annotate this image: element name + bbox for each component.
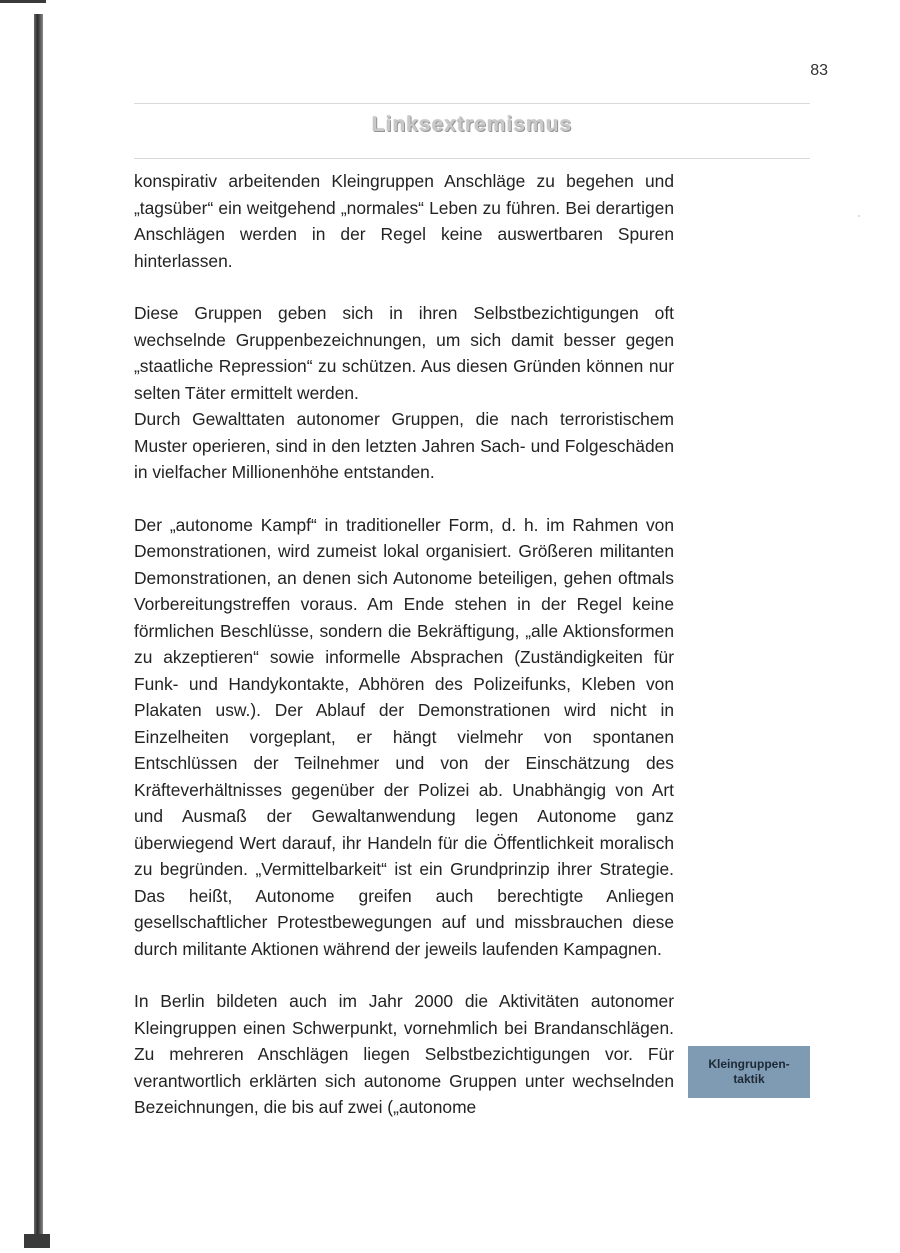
- paragraph: konspirativ arbeitenden Kleingruppen Anschläge zu begehen und „tagsüber“ ein weitgehend „normales“ Leben zu führen. Bei derartigen Anschlägen werden in der Regel keine auswertbaren Spuren hinterlassen.: [134, 171, 674, 271]
- paragraph-gap: [134, 962, 674, 988]
- marginal-note: [688, 1046, 810, 1098]
- paragraph-gap: [134, 274, 674, 300]
- header-rule-top: [134, 103, 810, 104]
- body-text: [134, 168, 674, 1121]
- header-rule-bottom: [134, 158, 810, 159]
- marginal-note-label: Kleingruppentaktik: [708, 1057, 790, 1086]
- running-head: Linksextremismus: [371, 113, 573, 136]
- paragraph-gap: [134, 486, 674, 512]
- paragraph: Der „autonome Kampf“ in traditioneller Form, d. h. im Rahmen von Demonstrationen, wird zumeist lokal organisiert. Größeren militanten Demonstrationen, an denen sich Autonome beteiligen, gehen oftmals Vorbereitungstreffen voraus. Am Ende stehen in der Regel keine förmlichen Beschlüsse, sondern die Bekräftigung, „alle Aktionsformen zu akzeptieren“ sowie informelle Absprachen (Zuständigkeiten für Funk- und Handykontakte, Abhören des Polizeifunks, Kleben von Plakaten usw.). Der Ablauf der Demonstrationen wird nicht in Einzelheiten vorgeplant, er hängt vielmehr von spontanen Entschlüssen der Teilnehmer und von der Einschätzung des Kräfteverhältnisses gegenüber der Polizei ab. Unabhängig von Art und Ausmaß der Gewaltanwendung legen Autonome ganz überwiegend Wert darauf, ihr Handeln für die Öffentlichkeit moralisch zu begründen. „Vermittelbarkeit“ ist ein Grundprinzip ihrer Strategie. Das heißt, Autonome greifen auch berechtigte Anliegen gesellschaftlicher Protestbewegungen auf und missbrauchen diese durch militante Aktionen während der jeweils laufenden Kampagnen.: [134, 514, 674, 959]
- binding-shadow: [34, 14, 43, 1244]
- paragraph: Diese Gruppen geben sich in ihren Selbstbezichtigungen oft wechselnde Gruppenbezeichnungen, um sich damit besser gegen „staatliche Repression“ zu schützen. Aus diesen Gründen können nur selten Täter ermittelt werden.: [134, 303, 674, 403]
- binding-edge-bottom: [24, 1234, 50, 1248]
- paragraph: In Berlin bildeten auch im Jahr 2000 die Aktivitäten autonomer Kleingruppen einen Schwerpunkt, vornehmlich bei Brandanschlägen. Zu mehreren Anschlägen liegen Selbstbezichtigungen vor. Für verantwortlich erklärten sich autonome Gruppen unter wechselnden Bezeichnungen, die bis auf zwei („autonome: [134, 991, 674, 1117]
- scan-speck: [858, 215, 860, 217]
- paragraph: Durch Gewalttaten autonomer Gruppen, die nach terroristischem Muster operieren, sind in den letzten Jahren Sach- und Folgeschäden in vielfacher Millionenhöhe entstanden.: [134, 409, 674, 482]
- page-number: 83: [810, 62, 828, 79]
